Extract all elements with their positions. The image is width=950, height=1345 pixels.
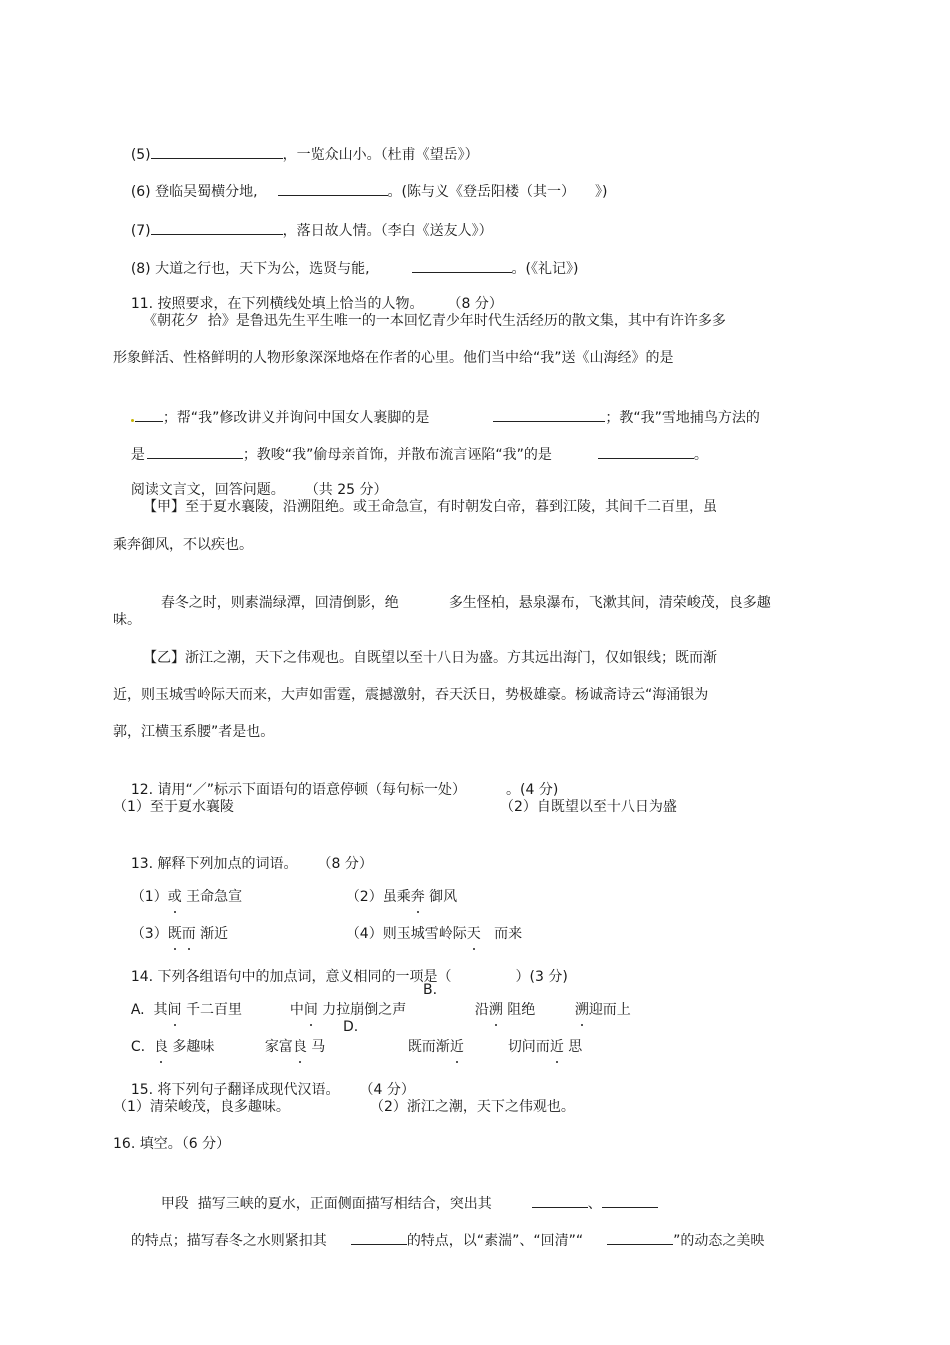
question-14-option-c-2: 家富良 马 [264, 1039, 326, 1055]
question-14-option-b-2: 溯迎而上 [574, 1002, 631, 1018]
question-5: (5) ，一览众山小。（杜甫《望岳》） [113, 123, 479, 143]
question-14-option-d: D. [343, 1019, 359, 1035]
answer-blank[interactable] [135, 406, 163, 422]
paragraph-line: 是 ；教唆“我”偷母亲首饰，并散布流言诬陷“我”的是 。 [113, 423, 708, 443]
answer-blank[interactable] [598, 443, 694, 459]
passage-yi-line: 【乙】浙江之潮，天下之伟观也。自既望以至十八日为盛。方其远出海门，仅如银线；既而渐 [143, 650, 717, 666]
answer-blank[interactable] [607, 1229, 673, 1245]
answer-blank[interactable] [151, 143, 283, 159]
question-16: 16. 填空。（6 分） [113, 1136, 231, 1152]
question-14-option-b-1: 沿溯 阻绝 [474, 1002, 536, 1018]
passage-jia-line: 乘奔御风，不以疾也。 [113, 537, 253, 553]
question-11-title: 11. 按照要求，在下列横线处填上恰当的人物。 （8 分） [130, 296, 503, 312]
question-15: 15. 将下列句子翻译成现代汉语。 （4 分） [130, 1082, 415, 1098]
answer-blank[interactable] [278, 180, 388, 196]
question-14-option-b: B. [423, 982, 438, 998]
question-12: 12. 请用“／”标示下面语句的语意停顿（每句标一处） 。(4 分) [130, 782, 559, 798]
question-13: 13. 解释下列加点的词语。 （8 分） [130, 856, 373, 872]
passage-jia-line: 【甲】至于夏水襄陵，沿溯阻绝。或王命急宣，有时朝发白帝，暮到江陵，其间千二百里，虽 [143, 499, 717, 515]
answer-blank[interactable] [493, 406, 605, 422]
reading-title: 阅读文言文，回答问题。 （共 25 分） [130, 482, 388, 498]
passage-yi-line: 近，则玉城雪岭际天而来，大声如雷霆，震撼激射，吞天沃日，势极雄豪。杨诚斋诗云“海涌银为 [113, 687, 709, 703]
marker-dot [131, 419, 134, 422]
question-15-item-2: （2）浙江之潮，天下之伟观也。 [370, 1099, 575, 1115]
passage-yi-line: 郭，江横玉系腰”者是也。 [113, 724, 275, 740]
question-7: (7) ，落日故人情。（李白《送友人》） [113, 199, 493, 219]
question-12-item-1: （1）至于夏水襄陵 [113, 799, 234, 815]
paragraph-line: 形象鲜活、性格鲜明的人物形象深深地烙在作者的心里。他们当中给“我”送《山海经》的是 [113, 350, 674, 366]
question-14-option-d-1: 既而渐近 [407, 1039, 464, 1055]
question-16-line-1: 甲段 描写三峡的夏水，正面侧面描写相结合，突出其 、 [143, 1172, 658, 1192]
answer-blank[interactable] [412, 257, 512, 273]
question-15-item-1: （1）清荣峻茂，良多趣味。 [113, 1099, 290, 1115]
answer-blank[interactable] [147, 443, 243, 459]
answer-blank[interactable] [151, 219, 283, 235]
question-14-option-a-2: 中间 力拉崩倒之声 [289, 1002, 407, 1018]
passage-jia-line: 味。 [113, 612, 141, 628]
question-13-item-3: （3）既而 渐近 [130, 926, 229, 942]
question-8: (8) 大道之行也，天下为公，选贤与能, 。(《礼记》) [113, 237, 578, 257]
passage-jia-line: 春冬之时，则素湍绿潭，回清倒影，绝 多生怪柏，悬泉瀑布，飞漱其间，清荣峻茂，良多趣 [160, 595, 771, 611]
answer-blank[interactable] [532, 1192, 588, 1208]
answer-blank[interactable] [602, 1192, 658, 1208]
answer-blank[interactable] [351, 1229, 407, 1245]
question-14-option-d-2: 切问而近 思 [507, 1039, 583, 1055]
question-14-option-c: C. 良 多趣味 [130, 1039, 215, 1055]
question-14-option-a: A. 其间 千二百里 [130, 1002, 242, 1018]
question-13-item-2: （2）虽乘奔 御风 [345, 889, 458, 905]
paragraph-line: 《朝花夕 拾》是鲁迅先生平生唯一的一本回忆青少年时代生活经历的散文集，其中有许许多多 [143, 313, 726, 329]
question-13-item-1: （1）或 王命急宣 [130, 889, 243, 905]
question-6: (6) 登临吴蜀横分地, 。(陈与义《登岳阳楼（其一） 》) [113, 160, 607, 180]
paragraph-line: ；帮“我”修改讲义并询问中国女人裹脚的是 ；教“我”雪地捕鸟方法的 [113, 386, 760, 406]
question-14: 14. 下列各组语句中的加点词，意义相同的一项是（ ）(3 分) [130, 969, 568, 985]
question-12-item-2: （2）自既望以至十八日为盛 [500, 799, 677, 815]
question-13-item-4: （4）则玉城雪岭际天 而来 [345, 926, 523, 942]
question-16-line-2: 的特点；描写春冬之水则紧扣其 的特点，以“素湍”、“回清”“ ”的动态之美映 [113, 1209, 764, 1229]
